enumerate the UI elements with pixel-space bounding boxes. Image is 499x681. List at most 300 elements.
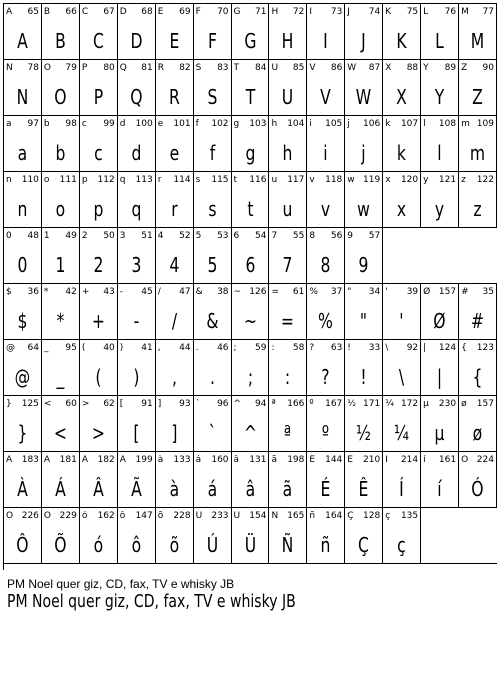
glyph-code: 144 [325, 455, 343, 465]
glyph-code: 34 [368, 287, 381, 297]
glyph-sample: G [243, 29, 257, 53]
glyph-label [44, 175, 77, 185]
glyph-label-char: ( [81, 343, 86, 353]
glyph-cell [383, 340, 421, 396]
glyph-cell [421, 172, 459, 228]
glyph-sample: / [171, 309, 177, 333]
glyph-cell [156, 396, 194, 452]
glyph-cell [345, 396, 383, 452]
glyph-sample: g [245, 141, 255, 165]
glyph-code: 88 [406, 63, 419, 73]
glyph-sample: õ [169, 533, 179, 557]
empty-cell [421, 508, 459, 564]
glyph-label-char: G [233, 7, 241, 17]
glyph-code: 72 [292, 7, 305, 17]
glyph-cell [383, 60, 421, 116]
glyph-row [4, 508, 497, 564]
glyph-label-char: _ [43, 343, 49, 353]
glyph-cell [269, 508, 307, 564]
glyph-label [271, 119, 304, 129]
glyph-code: 123 [476, 343, 494, 353]
glyph-cell [383, 116, 421, 172]
glyph-cell [232, 396, 270, 452]
glyph-label-char: < [43, 399, 52, 409]
glyph-cell [383, 508, 421, 564]
glyph-cell [42, 172, 80, 228]
glyph-label [44, 399, 77, 409]
glyph-cell [80, 4, 118, 60]
glyph-label-char: T [233, 63, 240, 73]
glyph-cell [118, 452, 156, 508]
glyph-sample: z [473, 197, 482, 221]
glyph-sample: ] [171, 421, 178, 445]
glyph-sample: w [357, 197, 371, 221]
glyph-sample: ; [247, 365, 253, 389]
glyph-cell [118, 116, 156, 172]
glyph-sample: c [94, 141, 103, 165]
glyph-sample: à [169, 477, 179, 501]
glyph-label-char: Ã [119, 455, 126, 465]
glyph-code: 96 [217, 399, 229, 409]
glyph-label [6, 7, 39, 17]
glyph-label [309, 119, 342, 129]
glyph-label-char: n [6, 175, 12, 185]
glyph-label [44, 287, 77, 297]
glyph-label-char: ô [119, 511, 126, 521]
glyph-label [82, 175, 115, 185]
glyph-label [234, 455, 267, 465]
glyph-code: 69 [179, 7, 191, 17]
glyph-sample: ç [397, 533, 406, 557]
glyph-code: 106 [363, 119, 381, 129]
glyph-code: 112 [97, 175, 115, 185]
glyph-label [196, 7, 229, 17]
glyph-sample: f [209, 141, 215, 165]
glyph-label-char: 5 [195, 231, 202, 241]
glyph-cell [383, 284, 421, 340]
glyph-code: 82 [179, 63, 191, 73]
glyph-sample: 9 [358, 253, 369, 277]
glyph-code: 199 [135, 455, 153, 465]
glyph-sample: ó [93, 533, 104, 557]
glyph-cell [383, 452, 421, 508]
glyph-sample: ` [208, 421, 216, 445]
glyph-code: 64 [27, 343, 39, 353]
glyph-cell [156, 116, 194, 172]
glyph-label [461, 175, 494, 185]
glyph-row [4, 396, 497, 452]
glyph-label [234, 343, 267, 353]
glyph-cell [42, 4, 80, 60]
glyph-label-char: } [6, 399, 12, 409]
glyph-label-char: Ñ [271, 511, 279, 521]
glyph-sample: E [169, 29, 180, 53]
glyph-label [44, 231, 77, 241]
glyph-sample: I [323, 29, 329, 53]
glyph-label-char: º [309, 399, 314, 409]
glyph-label-char: F [195, 7, 201, 17]
glyph-label [6, 287, 39, 297]
glyph-cell [42, 396, 80, 452]
glyph-cell [4, 4, 42, 60]
glyph-cell [269, 452, 307, 508]
glyph-sample: A [17, 29, 28, 53]
glyph-label [347, 63, 380, 73]
glyph-label [158, 511, 191, 521]
glyph-sample: % [318, 309, 334, 333]
glyph-code: 108 [438, 119, 457, 129]
glyph-label-char: ¼ [385, 399, 394, 409]
glyph-label [385, 175, 418, 185]
glyph-sample: Q [130, 85, 143, 109]
glyph-code: 79 [65, 63, 77, 73]
glyph-sample: j [361, 141, 366, 165]
glyph-code: 172 [400, 399, 419, 409]
glyph-label [271, 343, 304, 353]
glyph-label-char: á [195, 455, 202, 465]
glyph-sample: } [17, 421, 28, 445]
glyph-code: 58 [292, 343, 305, 353]
glyph-label-char: u [271, 175, 278, 185]
glyph-code: 165 [287, 511, 305, 521]
glyph-sample: S [207, 85, 218, 109]
glyph-label [234, 287, 267, 297]
glyph-code: 52 [179, 231, 191, 241]
glyph-sample: + [91, 309, 105, 333]
glyph-cell [232, 60, 270, 116]
glyph-cell [42, 228, 80, 284]
glyph-code: 100 [135, 119, 153, 129]
glyph-label-char: Z [461, 63, 468, 73]
glyph-cell [4, 452, 42, 508]
glyph-sample: Ó [471, 477, 484, 501]
glyph-cell [194, 452, 232, 508]
empty-cell [459, 508, 497, 564]
glyph-label-char: O [43, 63, 52, 73]
glyph-cell [421, 396, 459, 452]
glyph-sample: á [207, 477, 217, 501]
glyph-sample: \ [399, 365, 405, 389]
glyph-code: 226 [21, 511, 39, 521]
glyph-sample: h [282, 141, 293, 165]
glyph-label [271, 287, 304, 297]
glyph-sample: v [321, 197, 331, 221]
glyph-label [120, 511, 153, 521]
glyph-cell [459, 172, 497, 228]
glyph-sample: = [281, 309, 295, 333]
glyph-row [4, 452, 497, 508]
glyph-label [309, 7, 342, 17]
glyph-label [461, 287, 494, 297]
glyph-label-char: H [271, 7, 279, 17]
glyph-label-char: > [81, 399, 90, 409]
glyph-label-char: Í [385, 455, 388, 465]
glyph-label-char: B [43, 7, 51, 17]
glyph-label-char: X [385, 63, 392, 73]
glyph-sample: H [282, 29, 294, 53]
glyph-sample: q [131, 197, 142, 221]
glyph-label-char: = [271, 287, 279, 297]
glyph-label-char: E [157, 7, 164, 17]
glyph-code: 55 [292, 231, 305, 241]
glyph-label [461, 455, 494, 465]
glyph-code: 56 [330, 231, 343, 241]
glyph-cell [118, 340, 156, 396]
glyph-cell [118, 228, 156, 284]
glyph-label [423, 399, 456, 409]
glyph-code: 46 [217, 343, 229, 353]
glyph-code: 87 [368, 63, 381, 73]
glyph-label [234, 63, 267, 73]
glyph-sample: - [133, 309, 140, 333]
glyph-label-char: õ [157, 511, 164, 521]
glyph-label-char: Ê [347, 455, 353, 465]
glyph-label [6, 231, 39, 241]
glyph-label [234, 175, 267, 185]
glyph-code: 97 [27, 119, 39, 129]
glyph-code: 37 [330, 287, 343, 297]
glyph-label [196, 231, 229, 241]
glyph-label [385, 343, 418, 353]
empty-cell [383, 228, 421, 284]
glyph-label [158, 175, 191, 185]
glyph-sample: r [170, 197, 178, 221]
glyph-cell [156, 340, 194, 396]
glyph-label [309, 511, 342, 521]
glyph-label-char: P [81, 63, 88, 73]
glyph-label [158, 119, 191, 129]
glyph-code: 164 [325, 511, 343, 521]
glyph-sample: K [396, 29, 407, 53]
glyph-label-char: 4 [157, 231, 164, 241]
glyph-cell [4, 172, 42, 228]
glyph-label-char: ? [309, 343, 315, 353]
glyph-label [6, 63, 39, 73]
glyph-sample: M [470, 29, 485, 53]
glyph-sample: ½ [356, 421, 372, 445]
glyph-code: 85 [292, 63, 305, 73]
glyph-sample: ô [131, 533, 141, 557]
glyph-cell [459, 340, 497, 396]
glyph-label [385, 287, 418, 297]
glyph-cell [80, 396, 118, 452]
glyph-cell [4, 116, 42, 172]
sample-text-large: PM Noel quer giz, CD, fax, TV e whisky JB [7, 591, 296, 612]
glyph-cell [4, 396, 42, 452]
glyph-label-char: , [157, 343, 161, 353]
glyph-sample: " [360, 309, 368, 333]
glyph-code: 183 [21, 455, 39, 465]
glyph-code: 98 [65, 119, 77, 129]
glyph-label-char: J [347, 7, 350, 17]
glyph-code: 161 [438, 455, 457, 465]
glyph-cell [307, 116, 345, 172]
glyph-label [347, 455, 380, 465]
glyph-label-char: . [195, 343, 199, 353]
glyph-cell [307, 228, 345, 284]
glyph-label-char: ' [385, 287, 388, 297]
glyph-code: 66 [65, 7, 77, 17]
glyph-label-char: l [423, 119, 426, 129]
glyph-label-char: Q [119, 63, 127, 73]
glyph-row [4, 60, 497, 116]
glyph-label [120, 63, 153, 73]
glyph-sample: ¼ [394, 421, 410, 445]
glyph-label-char: + [81, 287, 90, 297]
glyph-label [158, 399, 191, 409]
glyph-code: 77 [482, 7, 494, 17]
glyph-code: 35 [482, 287, 494, 297]
glyph-label-char: À [6, 455, 13, 465]
glyph-code: 61 [292, 287, 305, 297]
glyph-label [423, 175, 456, 185]
glyph-cell [421, 340, 459, 396]
glyph-sample: Z [472, 85, 483, 109]
glyph-code: 39 [406, 287, 419, 297]
glyph-cell [345, 284, 383, 340]
glyph-label [234, 399, 267, 409]
glyph-label [423, 7, 456, 17]
glyph-code: 89 [444, 63, 457, 73]
glyph-sample: Y [434, 85, 445, 109]
glyph-label [6, 399, 39, 409]
glyph-code: 42 [65, 287, 77, 297]
glyph-cell [459, 452, 497, 508]
glyph-sample: ª [284, 421, 292, 445]
glyph-label-char: i [309, 119, 312, 129]
glyph-cell [42, 284, 80, 340]
glyph-code: 90 [482, 63, 494, 73]
glyph-label-char: 9 [347, 231, 354, 241]
glyph-cell [232, 284, 270, 340]
glyph-sample: Õ [54, 533, 67, 557]
glyph-code: 224 [476, 455, 494, 465]
glyph-label-char: a [6, 119, 12, 129]
glyph-code: 110 [21, 175, 39, 185]
glyph-cell [345, 508, 383, 564]
glyph-sample: # [470, 309, 485, 333]
glyph-sample: â [245, 477, 255, 501]
glyph-label [196, 63, 229, 73]
glyph-label [309, 399, 342, 409]
glyph-sample: À [17, 477, 28, 501]
glyph-label [6, 455, 39, 465]
glyph-label-char: W [347, 63, 357, 73]
glyph-label-char: C [81, 7, 89, 17]
glyph-cell [232, 228, 270, 284]
glyph-code: 128 [363, 511, 381, 521]
glyph-code: 166 [287, 399, 305, 409]
glyph-sample: Ú [206, 533, 218, 557]
glyph-code: 103 [249, 119, 267, 129]
glyph-label [385, 455, 418, 465]
glyph-row [4, 116, 497, 172]
glyph-label [385, 7, 418, 17]
glyph-code: 95 [65, 343, 77, 353]
glyph-code: 154 [249, 511, 267, 521]
glyph-label [309, 231, 342, 241]
glyph-sample: k [397, 141, 407, 165]
glyph-label-char: # [461, 287, 469, 297]
glyph-cell [269, 284, 307, 340]
glyph-sample: T [245, 85, 255, 109]
glyph-code: 54 [255, 231, 267, 241]
glyph-sample: º [322, 421, 330, 445]
glyph-code: 101 [173, 119, 191, 129]
glyph-cell [232, 172, 270, 228]
glyph-cell [156, 452, 194, 508]
glyph-sample: Â [92, 477, 104, 501]
glyph-code: 117 [287, 175, 305, 185]
glyph-sample: [ [133, 421, 140, 445]
glyph-sample: o [55, 197, 66, 221]
glyph-cell [194, 340, 232, 396]
glyph-label-char: \ [385, 343, 389, 353]
glyph-sample: i [323, 141, 328, 165]
glyph-label-char: 3 [119, 231, 126, 241]
glyph-label [271, 63, 304, 73]
glyph-code: 107 [400, 119, 419, 129]
glyph-sample: 7 [282, 253, 293, 277]
glyph-label-char: p [81, 175, 88, 185]
glyph-code: 43 [103, 287, 115, 297]
glyph-label [461, 63, 494, 73]
glyph-cell [421, 4, 459, 60]
glyph-sample: µ [434, 421, 445, 445]
glyph-label [82, 343, 115, 353]
glyph-sample: e [169, 141, 179, 165]
glyph-label-char: ó [81, 511, 88, 521]
glyph-label [347, 175, 380, 185]
glyph-label-char: s [195, 175, 201, 185]
glyph-code: 147 [135, 511, 153, 521]
glyph-cell [459, 396, 497, 452]
glyph-label-char: É [309, 455, 316, 465]
glyph-label [461, 343, 494, 353]
glyph-sample: C [92, 29, 104, 53]
glyph-label-char: ½ [347, 399, 357, 409]
glyph-cell [4, 340, 42, 396]
glyph-label [271, 511, 304, 521]
glyph-label-char: j [347, 119, 350, 129]
glyph-label-char: 2 [81, 231, 88, 241]
glyph-sample: Á [55, 477, 66, 501]
glyph-label [423, 119, 456, 129]
glyph-label [82, 63, 115, 73]
glyph-label [234, 231, 267, 241]
glyph-cell [459, 116, 497, 172]
glyph-code: 83 [217, 63, 229, 73]
glyph-label [347, 511, 380, 521]
glyph-code: 118 [325, 175, 343, 185]
glyph-sample: d [131, 141, 142, 165]
glyph-label [82, 119, 115, 129]
glyph-code: 99 [103, 119, 115, 129]
glyph-label [347, 343, 380, 353]
glyph-label [461, 7, 494, 17]
glyph-label-char: Ô [6, 511, 14, 521]
glyph-label [385, 63, 418, 73]
glyph-cell [80, 228, 118, 284]
glyph-label-char: A [6, 7, 13, 17]
glyph-label-char: z [461, 175, 466, 185]
glyph-code: 116 [249, 175, 267, 185]
glyph-code: 233 [211, 511, 229, 521]
glyph-label-char: Ü [233, 511, 241, 521]
glyph-label-char: ! [347, 343, 351, 353]
glyph-code: 70 [217, 7, 229, 17]
glyph-code: 78 [27, 63, 39, 73]
